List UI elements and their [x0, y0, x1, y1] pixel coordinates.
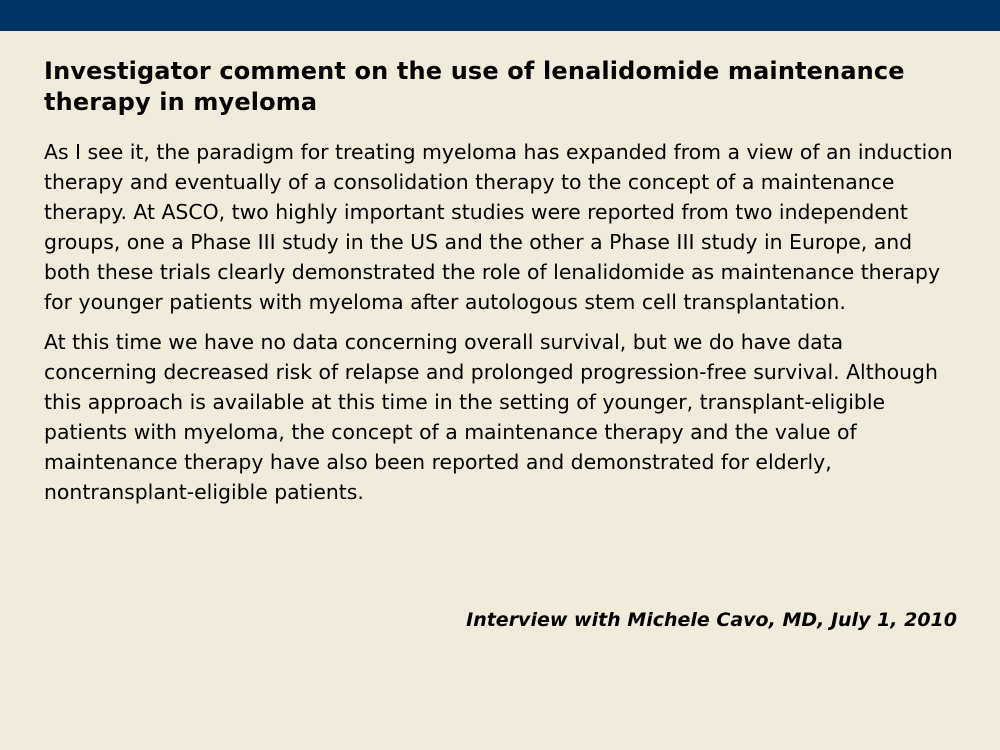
slide-body: [44, 137, 954, 517]
body-paragraph-1: As I see it, the paradigm for treating myeloma has expanded from a view of an induction therapy and eventually of a consolidation therapy to the concept of a maintenance therapy. At ASCO, two highly important studies were reported from two independent groups, one a Phase III study in the US and the other a Phase III study in Europe, and both these trials clearly demonstrated the role of lenalidomide as maintenance therapy for younger patients with myeloma after autologous stem cell transplantation.: [44, 140, 953, 314]
body-paragraph-2: At this time we have no data concerning overall survival, but we do have data concerning decreased risk of relapse and prolonged progression-free survival. Although this approach is available at this time in the setting of younger, transplant-eligible patients with myeloma, the concept of a maintenance therapy and the value of maintenance therapy have also been reported and demonstrated for elderly, nontransplant-eligible patients.: [44, 330, 938, 504]
header-bar: [0, 0, 1000, 31]
attribution: Interview with Michele Cavo, MD, July 1, 2010: [466, 609, 957, 631]
slide-title: Investigator comment on the use of lenalidomide maintenance therapy in myeloma: [44, 57, 905, 116]
